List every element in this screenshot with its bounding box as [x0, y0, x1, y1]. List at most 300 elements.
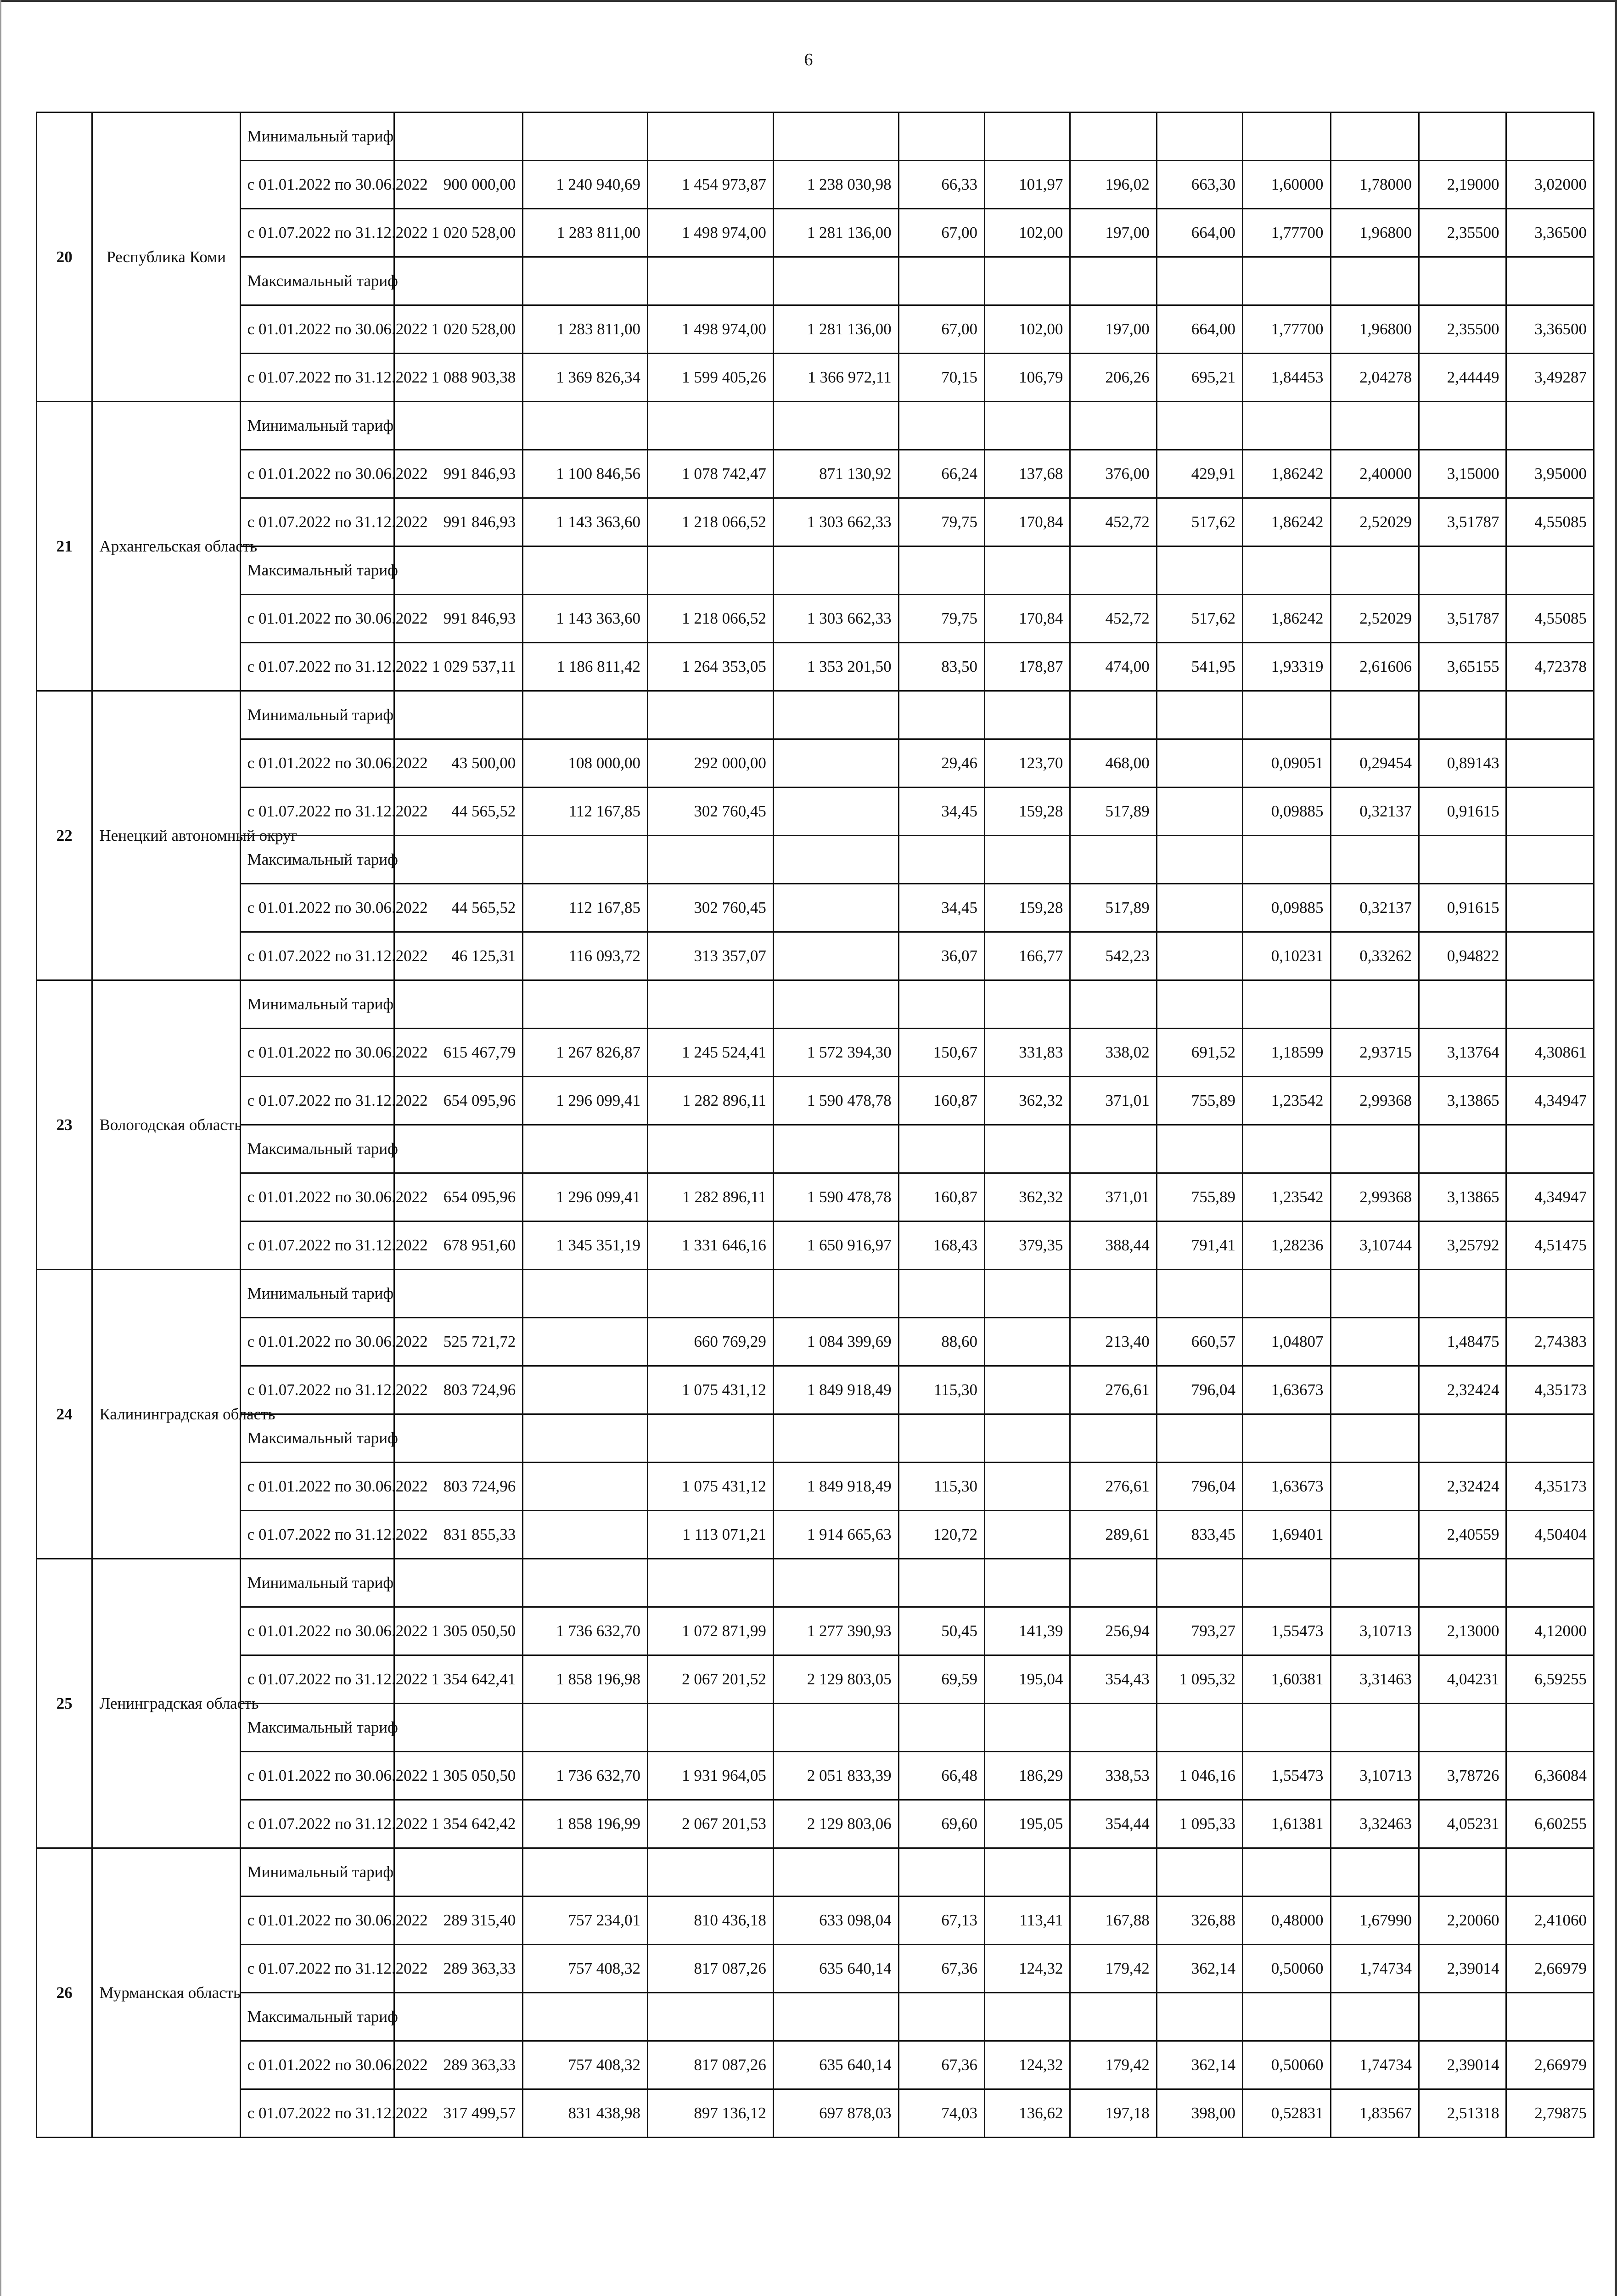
table-row	[37, 402, 1594, 450]
tariff-value-cell	[1331, 980, 1419, 1029]
tariff-value-cell: 6,59255	[1506, 1655, 1594, 1704]
tariff-value-cell	[1419, 1270, 1506, 1318]
tariff-value-cell	[898, 113, 984, 161]
tariff-table-body	[37, 113, 1594, 2138]
tariff-value-cell: 289 363,33	[394, 2041, 523, 2089]
period-label: с 01.07.2022 по 31.12.2022	[240, 354, 394, 402]
tariff-value-cell: 2 067 201,52	[648, 1655, 774, 1704]
tariff-value-cell	[648, 402, 774, 450]
tariff-value-cell: 159,28	[985, 788, 1070, 836]
tariff-value-cell: 3,25792	[1419, 1221, 1506, 1270]
tariff-value-cell	[394, 1993, 523, 2041]
tariff-type-label: Минимальный тариф	[240, 1559, 394, 1607]
tariff-value-cell: 160,87	[898, 1173, 984, 1221]
tariff-value-cell	[1157, 1125, 1242, 1173]
table-row	[37, 884, 1594, 932]
tariff-value-cell: 1 264 353,05	[648, 643, 774, 691]
period-label: с 01.01.2022 по 30.06.2022	[240, 450, 394, 498]
tariff-value-cell	[1331, 691, 1419, 739]
period-label: с 01.01.2022 по 30.06.2022	[240, 1318, 394, 1366]
tariff-value-cell: 1 281 136,00	[773, 209, 898, 257]
tariff-value-cell	[648, 1414, 774, 1463]
tariff-value-cell	[1506, 113, 1594, 161]
tariff-value-cell: 3,95000	[1506, 450, 1594, 498]
tariff-value-cell	[773, 402, 898, 450]
tariff-value-cell: 791,41	[1157, 1221, 1242, 1270]
period-label: с 01.01.2022 по 30.06.2022	[240, 1463, 394, 1511]
tariff-value-cell: 1,77700	[1243, 305, 1331, 354]
tariff-value-cell	[394, 1125, 523, 1173]
tariff-value-cell: 79,75	[898, 595, 984, 643]
tariff-value-cell: 1,61381	[1243, 1800, 1331, 1848]
tariff-value-cell: 4,34947	[1506, 1173, 1594, 1221]
tariff-value-cell: 663,30	[1157, 161, 1242, 209]
tariff-value-cell: 1 088 903,38	[394, 354, 523, 402]
tariff-value-cell: 0,50060	[1243, 1945, 1331, 1993]
region-name: Вологодская область	[92, 980, 240, 1270]
tariff-value-cell	[985, 1848, 1070, 1896]
tariff-value-cell	[1419, 1993, 1506, 2041]
tariff-value-cell	[1070, 546, 1157, 595]
tariff-value-cell	[648, 836, 774, 884]
tariff-value-cell: 542,23	[1070, 932, 1157, 980]
tariff-value-cell: 1 075 431,12	[648, 1366, 774, 1414]
tariff-value-cell	[985, 1463, 1070, 1511]
tariff-value-cell: 1 354 642,42	[394, 1800, 523, 1848]
tariff-value-cell: 106,79	[985, 354, 1070, 402]
tariff-value-cell: 2,52029	[1331, 498, 1419, 546]
tariff-value-cell: 1 914 665,63	[773, 1511, 898, 1559]
tariff-value-cell: 0,94822	[1419, 932, 1506, 980]
region-name: Архангельская область	[92, 402, 240, 691]
tariff-value-cell: 197,00	[1070, 209, 1157, 257]
table-row	[37, 980, 1594, 1029]
tariff-value-cell: 124,32	[985, 2041, 1070, 2089]
tariff-value-cell	[1331, 1848, 1419, 1896]
tariff-value-cell: 2,99368	[1331, 1173, 1419, 1221]
period-label: с 01.07.2022 по 31.12.2022	[240, 1221, 394, 1270]
tariff-value-cell: 116 093,72	[523, 932, 648, 980]
tariff-value-cell: 67,00	[898, 209, 984, 257]
tariff-value-cell	[773, 1559, 898, 1607]
period-label: с 01.07.2022 по 31.12.2022	[240, 1511, 394, 1559]
tariff-value-cell	[1506, 1993, 1594, 2041]
tariff-value-cell: 2 129 803,06	[773, 1800, 898, 1848]
tariff-value-cell: 991 846,93	[394, 595, 523, 643]
tariff-value-cell	[648, 546, 774, 595]
tariff-value-cell: 136,62	[985, 2089, 1070, 2138]
tariff-value-cell: 1 305 050,50	[394, 1752, 523, 1800]
region-number: 24	[37, 1270, 92, 1559]
tariff-value-cell: 1,28236	[1243, 1221, 1331, 1270]
tariff-value-cell: 897 136,12	[648, 2089, 774, 2138]
tariff-value-cell	[523, 980, 648, 1029]
tariff-value-cell	[648, 113, 774, 161]
tariff-value-cell	[1243, 1848, 1331, 1896]
period-label: с 01.07.2022 по 31.12.2022	[240, 1945, 394, 1993]
tariff-value-cell: 292 000,00	[648, 739, 774, 788]
tariff-value-cell: 452,72	[1070, 498, 1157, 546]
tariff-value-cell: 1 296 099,41	[523, 1173, 648, 1221]
tariff-value-cell	[1243, 402, 1331, 450]
tariff-table	[36, 112, 1595, 2138]
tariff-value-cell: 755,89	[1157, 1173, 1242, 1221]
table-row	[37, 354, 1594, 402]
tariff-value-cell	[648, 691, 774, 739]
tariff-value-cell	[1243, 257, 1331, 305]
tariff-value-cell: 168,43	[898, 1221, 984, 1270]
tariff-value-cell	[1506, 257, 1594, 305]
tariff-value-cell: 2,13000	[1419, 1607, 1506, 1655]
tariff-value-cell: 3,51787	[1419, 595, 1506, 643]
table-row	[37, 498, 1594, 546]
tariff-value-cell	[1331, 1559, 1419, 1607]
period-label: с 01.01.2022 по 30.06.2022	[240, 1896, 394, 1945]
tariff-value-cell: 3,10713	[1331, 1752, 1419, 1800]
period-label: с 01.07.2022 по 31.12.2022	[240, 1655, 394, 1704]
tariff-value-cell	[898, 1848, 984, 1896]
tariff-value-cell	[523, 257, 648, 305]
tariff-value-cell: 3,78726	[1419, 1752, 1506, 1800]
period-label: с 01.01.2022 по 30.06.2022	[240, 1029, 394, 1077]
tariff-value-cell: 2,40000	[1331, 450, 1419, 498]
tariff-type-label: Максимальный тариф	[240, 1704, 394, 1752]
tariff-value-cell	[1419, 546, 1506, 595]
tariff-value-cell: 1 369 826,34	[523, 354, 648, 402]
tariff-value-cell: 2 051 833,39	[773, 1752, 898, 1800]
tariff-value-cell: 4,51475	[1506, 1221, 1594, 1270]
tariff-value-cell: 452,72	[1070, 595, 1157, 643]
tariff-value-cell	[985, 257, 1070, 305]
tariff-value-cell: 1 095,33	[1157, 1800, 1242, 1848]
tariff-value-cell: 1 650 916,97	[773, 1221, 898, 1270]
tariff-value-cell: 83,50	[898, 643, 984, 691]
tariff-value-cell	[394, 691, 523, 739]
tariff-value-cell: 1 218 066,52	[648, 498, 774, 546]
tariff-value-cell: 635 640,14	[773, 1945, 898, 1993]
tariff-value-cell	[773, 1270, 898, 1318]
tariff-value-cell: 2,39014	[1419, 2041, 1506, 2089]
tariff-value-cell	[1419, 1704, 1506, 1752]
tariff-value-cell	[773, 1993, 898, 2041]
tariff-value-cell	[1506, 1704, 1594, 1752]
tariff-value-cell	[1070, 1559, 1157, 1607]
tariff-value-cell	[773, 546, 898, 595]
tariff-value-cell: 0,09885	[1243, 788, 1331, 836]
tariff-value-cell	[394, 546, 523, 595]
tariff-value-cell: 4,35173	[1506, 1366, 1594, 1414]
tariff-value-cell: 757 234,01	[523, 1896, 648, 1945]
tariff-value-cell: 160,87	[898, 1077, 984, 1125]
tariff-value-cell	[1506, 546, 1594, 595]
table-row	[37, 1800, 1594, 1848]
tariff-value-cell: 1 282 896,11	[648, 1077, 774, 1125]
table-row	[37, 161, 1594, 209]
tariff-value-cell	[773, 1125, 898, 1173]
tariff-value-cell: 66,24	[898, 450, 984, 498]
tariff-value-cell: 1 282 896,11	[648, 1173, 774, 1221]
tariff-value-cell: 991 846,93	[394, 498, 523, 546]
tariff-value-cell	[773, 1414, 898, 1463]
tariff-value-cell	[648, 1704, 774, 1752]
tariff-value-cell: 757 408,32	[523, 1945, 648, 1993]
tariff-value-cell	[1243, 546, 1331, 595]
tariff-value-cell	[1157, 980, 1242, 1029]
tariff-value-cell	[985, 1270, 1070, 1318]
tariff-value-cell: 678 951,60	[394, 1221, 523, 1270]
tariff-type-label: Минимальный тариф	[240, 691, 394, 739]
tariff-type-label: Максимальный тариф	[240, 836, 394, 884]
tariff-value-cell	[898, 402, 984, 450]
tariff-value-cell: 3,49287	[1506, 354, 1594, 402]
tariff-value-cell	[394, 1848, 523, 1896]
tariff-value-cell	[648, 1270, 774, 1318]
tariff-value-cell: 2,79875	[1506, 2089, 1594, 2138]
tariff-value-cell: 1,67990	[1331, 1896, 1419, 1945]
tariff-value-cell: 2,66979	[1506, 1945, 1594, 1993]
tariff-value-cell: 1 296 099,41	[523, 1077, 648, 1125]
tariff-value-cell: 695,21	[1157, 354, 1242, 402]
tariff-value-cell: 3,02000	[1506, 161, 1594, 209]
tariff-value-cell: 991 846,93	[394, 450, 523, 498]
table-row	[37, 1221, 1594, 1270]
tariff-value-cell	[1506, 884, 1594, 932]
tariff-value-cell	[394, 836, 523, 884]
tariff-value-cell: 1 858 196,98	[523, 1655, 648, 1704]
tariff-value-cell: 1,04807	[1243, 1318, 1331, 1366]
tariff-value-cell: 1 303 662,33	[773, 595, 898, 643]
tariff-value-cell	[523, 1318, 648, 1366]
tariff-value-cell: 1 100 846,56	[523, 450, 648, 498]
tariff-value-cell	[898, 1414, 984, 1463]
tariff-value-cell	[1331, 1993, 1419, 2041]
tariff-value-cell: 289,61	[1070, 1511, 1157, 1559]
tariff-value-cell: 1 245 524,41	[648, 1029, 774, 1077]
tariff-value-cell: 1,55473	[1243, 1607, 1331, 1655]
tariff-value-cell: 664,00	[1157, 305, 1242, 354]
tariff-value-cell: 186,29	[985, 1752, 1070, 1800]
tariff-value-cell: 0,91615	[1419, 788, 1506, 836]
tariff-value-cell: 354,43	[1070, 1655, 1157, 1704]
period-label: с 01.07.2022 по 31.12.2022	[240, 498, 394, 546]
tariff-value-cell	[1419, 1414, 1506, 1463]
tariff-value-cell: 1 849 918,49	[773, 1366, 898, 1414]
tariff-value-cell: 2,52029	[1331, 595, 1419, 643]
table-row	[37, 1704, 1594, 1752]
region-name: Ленинградская область	[92, 1559, 240, 1848]
tariff-value-cell: 1 498 974,00	[648, 305, 774, 354]
tariff-value-cell	[1331, 1463, 1419, 1511]
tariff-value-cell	[1331, 1414, 1419, 1463]
period-label: с 01.01.2022 по 30.06.2022	[240, 305, 394, 354]
tariff-value-cell	[523, 691, 648, 739]
tariff-value-cell: 141,39	[985, 1607, 1070, 1655]
tariff-value-cell: 2,35500	[1419, 209, 1506, 257]
tariff-value-cell: 2,19000	[1419, 161, 1506, 209]
tariff-value-cell: 1,60381	[1243, 1655, 1331, 1704]
tariff-value-cell	[394, 980, 523, 1029]
tariff-value-cell: 3,13764	[1419, 1029, 1506, 1077]
table-row	[37, 643, 1594, 691]
tariff-value-cell: 691,52	[1157, 1029, 1242, 1077]
tariff-value-cell	[1243, 1125, 1331, 1173]
tariff-value-cell: 4,30861	[1506, 1029, 1594, 1077]
tariff-value-cell	[1419, 257, 1506, 305]
tariff-value-cell: 755,89	[1157, 1077, 1242, 1125]
table-row	[37, 1607, 1594, 1655]
table-row	[37, 595, 1594, 643]
tariff-value-cell: 167,88	[1070, 1896, 1157, 1945]
tariff-value-cell	[1157, 257, 1242, 305]
table-row	[37, 1511, 1594, 1559]
tariff-value-cell: 1 186 811,42	[523, 643, 648, 691]
tariff-value-cell	[1070, 1848, 1157, 1896]
tariff-value-cell: 615 467,79	[394, 1029, 523, 1077]
tariff-type-label: Минимальный тариф	[240, 402, 394, 450]
tariff-value-cell	[1331, 113, 1419, 161]
tariff-value-cell: 1,48475	[1419, 1318, 1506, 1366]
tariff-value-cell: 2,74383	[1506, 1318, 1594, 1366]
tariff-value-cell: 1,18599	[1243, 1029, 1331, 1077]
region-number: 21	[37, 402, 92, 691]
tariff-value-cell: 1 454 973,87	[648, 161, 774, 209]
tariff-value-cell: 112 167,85	[523, 788, 648, 836]
tariff-value-cell: 1 572 394,30	[773, 1029, 898, 1077]
tariff-value-cell: 793,27	[1157, 1607, 1242, 1655]
tariff-value-cell	[1331, 1704, 1419, 1752]
tariff-value-cell: 1 238 030,98	[773, 161, 898, 209]
tariff-value-cell	[1331, 257, 1419, 305]
tariff-value-cell: 213,40	[1070, 1318, 1157, 1366]
tariff-value-cell	[985, 1511, 1070, 1559]
tariff-value-cell: 66,48	[898, 1752, 984, 1800]
tariff-value-cell	[773, 739, 898, 788]
tariff-value-cell: 34,45	[898, 788, 984, 836]
tariff-value-cell: 1 075 431,12	[648, 1463, 774, 1511]
tariff-value-cell	[523, 1463, 648, 1511]
tariff-value-cell	[1157, 884, 1242, 932]
tariff-value-cell: 900 000,00	[394, 161, 523, 209]
tariff-value-cell: 2,40559	[1419, 1511, 1506, 1559]
tariff-value-cell: 2,99368	[1331, 1077, 1419, 1125]
tariff-value-cell: 67,36	[898, 1945, 984, 1993]
tariff-value-cell: 108 000,00	[523, 739, 648, 788]
tariff-value-cell: 289 315,40	[394, 1896, 523, 1945]
tariff-value-cell	[1070, 402, 1157, 450]
tariff-value-cell: 101,97	[985, 161, 1070, 209]
tariff-value-cell	[648, 257, 774, 305]
tariff-value-cell: 3,10713	[1331, 1607, 1419, 1655]
tariff-value-cell	[523, 836, 648, 884]
tariff-value-cell: 1,63673	[1243, 1366, 1331, 1414]
tariff-value-cell: 2,41060	[1506, 1896, 1594, 1945]
table-row	[37, 1318, 1594, 1366]
tariff-value-cell: 1 281 136,00	[773, 305, 898, 354]
period-label: с 01.07.2022 по 31.12.2022	[240, 209, 394, 257]
tariff-value-cell: 697 878,03	[773, 2089, 898, 2138]
tariff-value-cell	[898, 1993, 984, 2041]
tariff-value-cell: 1 345 351,19	[523, 1221, 648, 1270]
tariff-value-cell: 67,13	[898, 1896, 984, 1945]
tariff-value-cell: 3,51787	[1419, 498, 1506, 546]
tariff-value-cell: 660,57	[1157, 1318, 1242, 1366]
tariff-value-cell: 276,61	[1070, 1366, 1157, 1414]
tariff-value-cell	[898, 1270, 984, 1318]
period-label: с 01.01.2022 по 30.06.2022	[240, 161, 394, 209]
table-row	[37, 546, 1594, 595]
tariff-value-cell: 371,01	[1070, 1077, 1157, 1125]
tariff-value-cell: 660 769,29	[648, 1318, 774, 1366]
tariff-value-cell: 1 590 478,78	[773, 1173, 898, 1221]
tariff-value-cell: 796,04	[1157, 1463, 1242, 1511]
tariff-value-cell	[648, 1848, 774, 1896]
tariff-value-cell: 1,78000	[1331, 161, 1419, 209]
tariff-value-cell: 388,44	[1070, 1221, 1157, 1270]
tariff-value-cell: 1 143 363,60	[523, 498, 648, 546]
tariff-value-cell	[1331, 1366, 1419, 1414]
tariff-value-cell: 0,89143	[1419, 739, 1506, 788]
tariff-value-cell: 1 736 632,70	[523, 1607, 648, 1655]
tariff-value-cell: 2,20060	[1419, 1896, 1506, 1945]
tariff-value-cell: 1 305 050,50	[394, 1607, 523, 1655]
tariff-value-cell	[1419, 1848, 1506, 1896]
tariff-value-cell	[394, 257, 523, 305]
tariff-value-cell	[773, 932, 898, 980]
tariff-value-cell: 1 736 632,70	[523, 1752, 648, 1800]
tariff-value-cell	[523, 1414, 648, 1463]
tariff-value-cell	[523, 1270, 648, 1318]
tariff-value-cell	[1419, 402, 1506, 450]
tariff-value-cell: 379,35	[985, 1221, 1070, 1270]
tariff-value-cell: 197,00	[1070, 305, 1157, 354]
tariff-value-cell: 654 095,96	[394, 1077, 523, 1125]
tariff-value-cell	[1070, 1125, 1157, 1173]
tariff-value-cell	[1243, 113, 1331, 161]
tariff-value-cell	[523, 546, 648, 595]
tariff-value-cell: 468,00	[1070, 739, 1157, 788]
tariff-value-cell	[394, 402, 523, 450]
tariff-value-cell: 170,84	[985, 498, 1070, 546]
region-name: Мурманская область	[92, 1848, 240, 2138]
tariff-value-cell: 102,00	[985, 209, 1070, 257]
tariff-type-label: Минимальный тариф	[240, 1848, 394, 1896]
region-number: 20	[37, 113, 92, 402]
tariff-value-cell: 3,36500	[1506, 305, 1594, 354]
tariff-value-cell	[523, 113, 648, 161]
tariff-value-cell	[985, 980, 1070, 1029]
tariff-value-cell	[394, 1704, 523, 1752]
tariff-value-cell: 1 072 871,99	[648, 1607, 774, 1655]
tariff-value-cell: 1,23542	[1243, 1173, 1331, 1221]
tariff-value-cell: 137,68	[985, 450, 1070, 498]
tariff-value-cell	[985, 546, 1070, 595]
tariff-value-cell	[1506, 788, 1594, 836]
tariff-value-cell: 1 858 196,99	[523, 1800, 648, 1848]
tariff-value-cell	[1070, 257, 1157, 305]
tariff-value-cell: 195,04	[985, 1655, 1070, 1704]
tariff-value-cell: 354,44	[1070, 1800, 1157, 1848]
scan-edge-right	[1615, 0, 1617, 2296]
tariff-value-cell	[985, 113, 1070, 161]
tariff-value-cell: 1,96800	[1331, 209, 1419, 257]
tariff-value-cell: 1 590 478,78	[773, 1077, 898, 1125]
tariff-value-cell	[523, 1511, 648, 1559]
tariff-value-cell: 1 218 066,52	[648, 595, 774, 643]
tariff-value-cell: 633 098,04	[773, 1896, 898, 1945]
tariff-value-cell: 1 849 918,49	[773, 1463, 898, 1511]
tariff-value-cell: 757 408,32	[523, 2041, 648, 2089]
tariff-value-cell	[1506, 980, 1594, 1029]
